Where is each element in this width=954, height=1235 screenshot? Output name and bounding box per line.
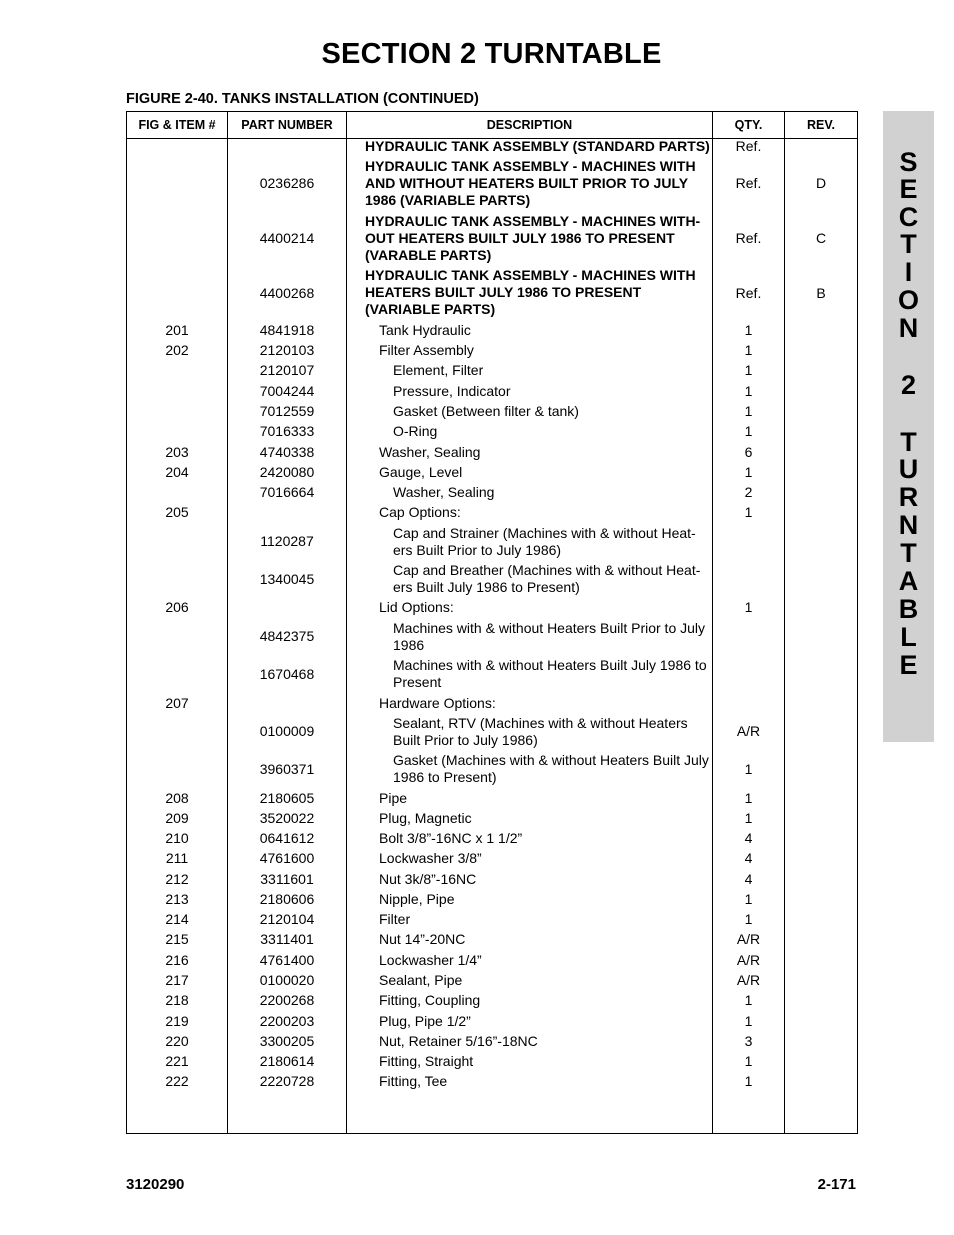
table-cell-qty: 1 <box>744 790 753 806</box>
column-divider <box>784 112 785 1133</box>
table-cell-part: 0236286 <box>259 175 315 191</box>
table-cell-item: 213 <box>165 891 189 907</box>
figure-caption: FIGURE 2-40. TANKS INSTALLATION (CONTINUED) <box>126 91 479 107</box>
table-cell-qty: 6 <box>744 444 753 460</box>
table-cell-part: 2200268 <box>259 992 315 1008</box>
table-cell-rev: B <box>816 285 826 301</box>
table-cell-description: Lockwasher 1/4” <box>379 952 482 968</box>
table-cell-item: 204 <box>165 464 189 480</box>
table-cell-item: 215 <box>165 931 189 947</box>
table-cell-rev: C <box>815 230 827 246</box>
table-cell-part: 3300205 <box>259 1033 315 1049</box>
table-cell-item: 222 <box>165 1073 189 1089</box>
table-cell-description: Filter Assembly <box>379 342 474 358</box>
tab-letter: T <box>900 229 917 259</box>
table-cell-description: Sealant, Pipe <box>379 972 463 988</box>
table-cell-description: Gasket (Machines with & without Heaters Built July 1986 to Present) <box>393 752 709 785</box>
tab-letter: T <box>900 538 917 568</box>
table-cell-part: 3311401 <box>260 931 314 947</box>
table-cell-qty: A/R <box>736 723 761 739</box>
tab-letter: L <box>900 622 917 652</box>
table-cell-qty: 1 <box>744 1013 753 1029</box>
document-number: 3120290 <box>126 1176 185 1193</box>
table-cell-part: 2180605 <box>259 790 315 806</box>
table-cell-item: 207 <box>165 695 189 711</box>
table-cell-description: Fitting, Coupling <box>379 992 481 1008</box>
table-cell-part: 1670468 <box>259 666 315 682</box>
table-cell-description: Hardware Options: <box>379 695 496 711</box>
tab-letter: T <box>900 427 917 457</box>
table-cell-qty: 4 <box>744 830 753 846</box>
table-cell-part: 4761600 <box>259 850 315 866</box>
tab-letter: B <box>898 594 919 624</box>
table-cell-description: Element, Filter <box>393 362 484 378</box>
table-cell-description: Sealant, RTV (Machines with & without Heaters Built Prior to July 1986) <box>393 715 688 748</box>
table-cell-qty: 1 <box>744 383 753 399</box>
column-divider <box>346 112 347 1133</box>
table-cell-qty: 1 <box>744 1073 753 1089</box>
table-cell-item: 221 <box>165 1053 189 1069</box>
table-cell-description: Nipple, Pipe <box>379 891 455 907</box>
table-cell-qty: A/R <box>736 952 761 968</box>
table-cell-description: Washer, Sealing <box>379 444 481 460</box>
table-cell-description: Plug, Pipe 1/2” <box>379 1013 471 1029</box>
table-cell-part: 0641612 <box>259 830 315 846</box>
table-cell-description: Gauge, Level <box>379 464 463 480</box>
table-cell-qty: 1 <box>744 599 753 615</box>
table-cell-part: 3311601 <box>260 871 314 887</box>
table-cell-description: Pressure, Indicator <box>393 383 511 399</box>
table-cell-qty: 1 <box>744 322 753 338</box>
table-cell-description: Cap and Breather (Machines with & without Heat-ers Built July 1986 to Present) <box>393 562 701 595</box>
table-cell-part: 4842375 <box>259 628 315 644</box>
table-cell-rev: D <box>815 175 827 191</box>
column-header-rev: REV. <box>806 118 836 132</box>
column-header-part: PART NUMBER <box>241 118 333 132</box>
table-cell-qty: 1 <box>744 911 753 927</box>
table-cell-item: 219 <box>165 1013 189 1029</box>
tab-letter: E <box>899 174 918 204</box>
table-cell-part: 3960371 <box>259 761 315 777</box>
tab-letter: N <box>898 313 919 343</box>
table-cell-item: 208 <box>165 790 189 806</box>
tab-letter: U <box>898 454 919 484</box>
table-cell-description: HYDRAULIC TANK ASSEMBLY - MACHINES WITH AND WITHOUT HEATERS BUILT PRIOR TO JULY 1986 (VARIABLE PARTS) <box>365 158 696 208</box>
table-cell-part: 2180606 <box>259 891 315 907</box>
table-cell-qty: 1 <box>744 891 753 907</box>
table-cell-item: 210 <box>165 830 189 846</box>
table-cell-qty: 2 <box>744 484 753 500</box>
table-cell-description: Pipe <box>379 790 408 806</box>
table-cell-qty: 4 <box>744 850 753 866</box>
table-cell-part: 4740338 <box>259 444 315 460</box>
table-cell-qty: Ref. <box>735 175 762 191</box>
table-cell-qty: A/R <box>736 972 761 988</box>
table-cell-item: 201 <box>165 322 189 338</box>
table-cell-item: 211 <box>165 850 189 866</box>
table-cell-qty: 1 <box>744 464 753 480</box>
table-cell-description: Machines with & without Heaters Built Prior to July 1986 <box>393 620 706 653</box>
table-cell-description: Filter <box>379 911 411 927</box>
table-cell-description: Tank Hydraulic <box>379 322 471 338</box>
table-cell-part: 4841918 <box>259 322 315 338</box>
parts-table <box>126 111 858 1134</box>
table-cell-part: 2120103 <box>259 342 315 358</box>
table-cell-part: 2420080 <box>259 464 315 480</box>
table-cell-description: Nut 3k/8”-16NC <box>379 871 477 887</box>
table-cell-item: 203 <box>165 444 189 460</box>
page-title: SECTION 2 TURNTABLE <box>321 38 662 70</box>
tab-letter: O <box>897 285 919 315</box>
table-cell-part: 7004244 <box>259 383 315 399</box>
table-cell-part: 4400214 <box>259 230 315 246</box>
table-cell-description: HYDRAULIC TANK ASSEMBLY (STANDARD PARTS) <box>365 138 710 154</box>
table-cell-part: 7016333 <box>259 423 315 439</box>
table-cell-item: 216 <box>165 952 189 968</box>
table-cell-qty: 1 <box>744 423 753 439</box>
table-cell-description: Washer, Sealing <box>393 484 495 500</box>
table-cell-part: 7016664 <box>259 484 315 500</box>
tab-letter: N <box>898 510 919 540</box>
table-cell-description: Bolt 3/8”-16NC x 1 1/2” <box>379 830 523 846</box>
table-cell-part: 2180614 <box>259 1053 315 1069</box>
tab-letter: I <box>904 257 913 287</box>
column-header-item: FIG & ITEM # <box>138 118 216 132</box>
table-cell-description: Fitting, Tee <box>379 1073 448 1089</box>
table-cell-description: Lockwasher 3/8” <box>379 850 482 866</box>
tab-letter: E <box>899 650 918 680</box>
table-cell-qty: Ref. <box>735 138 762 154</box>
table-cell-part: 1340045 <box>259 571 315 587</box>
tab-letter: S <box>899 147 918 177</box>
table-cell-item: 206 <box>165 599 189 615</box>
tab-letter: A <box>898 566 919 596</box>
table-cell-item: 217 <box>165 972 189 988</box>
page-number: 2-171 <box>817 1176 856 1193</box>
table-cell-description: Lid Options: <box>379 599 454 615</box>
tab-letter: 2 <box>900 370 917 400</box>
table-cell-description: Machines with & without Heaters Built July 1986 to Present <box>393 657 707 690</box>
table-cell-qty: 1 <box>744 403 753 419</box>
table-cell-part: 2200203 <box>259 1013 315 1029</box>
table-cell-qty: 4 <box>744 871 753 887</box>
tab-letter: C <box>898 202 919 232</box>
table-cell-qty: 1 <box>744 992 753 1008</box>
table-cell-qty: 1 <box>744 504 753 520</box>
table-cell-description: HYDRAULIC TANK ASSEMBLY - MACHINES WITH-OUT HEATERS BUILT JULY 1986 TO PRESENT (VARABLE PARTS) <box>365 213 701 263</box>
table-cell-description: HYDRAULIC TANK ASSEMBLY - MACHINES WITH HEATERS BUILT JULY 1986 TO PRESENT (VARIABLE PARTS) <box>365 267 696 317</box>
table-cell-part: 2120104 <box>259 911 315 927</box>
table-cell-description: Plug, Magnetic <box>379 810 472 826</box>
table-cell-qty: 1 <box>744 362 753 378</box>
table-cell-qty: 1 <box>744 761 753 777</box>
table-cell-item: 212 <box>165 871 189 887</box>
table-cell-item: 209 <box>165 810 189 826</box>
table-cell-description: Cap and Strainer (Machines with & without Heat-ers Built Prior to July 1986) <box>393 525 696 558</box>
column-header-qty: QTY. <box>734 118 763 132</box>
table-cell-part: 4400268 <box>259 285 315 301</box>
table-cell-description: Cap Options: <box>379 504 461 520</box>
table-cell-item: 220 <box>165 1033 189 1049</box>
table-cell-qty: 3 <box>744 1033 753 1049</box>
table-cell-item: 205 <box>165 504 189 520</box>
table-cell-part: 4761400 <box>259 952 315 968</box>
table-cell-description: Nut, Retainer 5/16”-18NC <box>379 1033 538 1049</box>
table-cell-description: Fitting, Straight <box>379 1053 474 1069</box>
table-cell-description: Nut 14”-20NC <box>379 931 466 947</box>
table-cell-item: 214 <box>165 911 189 927</box>
table-cell-qty: A/R <box>736 931 761 947</box>
table-cell-part: 0100020 <box>259 972 315 988</box>
table-cell-description: Gasket (Between filter & tank) <box>393 403 579 419</box>
table-cell-qty: 1 <box>744 342 753 358</box>
table-cell-qty: Ref. <box>735 230 762 246</box>
table-cell-part: 7012559 <box>259 403 315 419</box>
table-cell-part: 3520022 <box>259 810 315 826</box>
table-cell-part: 1120287 <box>260 533 314 549</box>
column-header-description: DESCRIPTION <box>486 118 573 132</box>
table-cell-part: 0100009 <box>259 723 315 739</box>
table-cell-qty: 1 <box>744 810 753 826</box>
section-side-tab <box>883 111 934 742</box>
table-cell-part: 2220728 <box>259 1073 315 1089</box>
table-cell-description: O-Ring <box>393 423 438 439</box>
table-cell-part: 2120107 <box>259 362 315 378</box>
table-cell-item: 218 <box>165 992 189 1008</box>
table-cell-qty: 1 <box>744 1053 753 1069</box>
tab-letter: R <box>898 482 919 512</box>
table-cell-qty: Ref. <box>735 285 762 301</box>
table-cell-item: 202 <box>165 342 189 358</box>
